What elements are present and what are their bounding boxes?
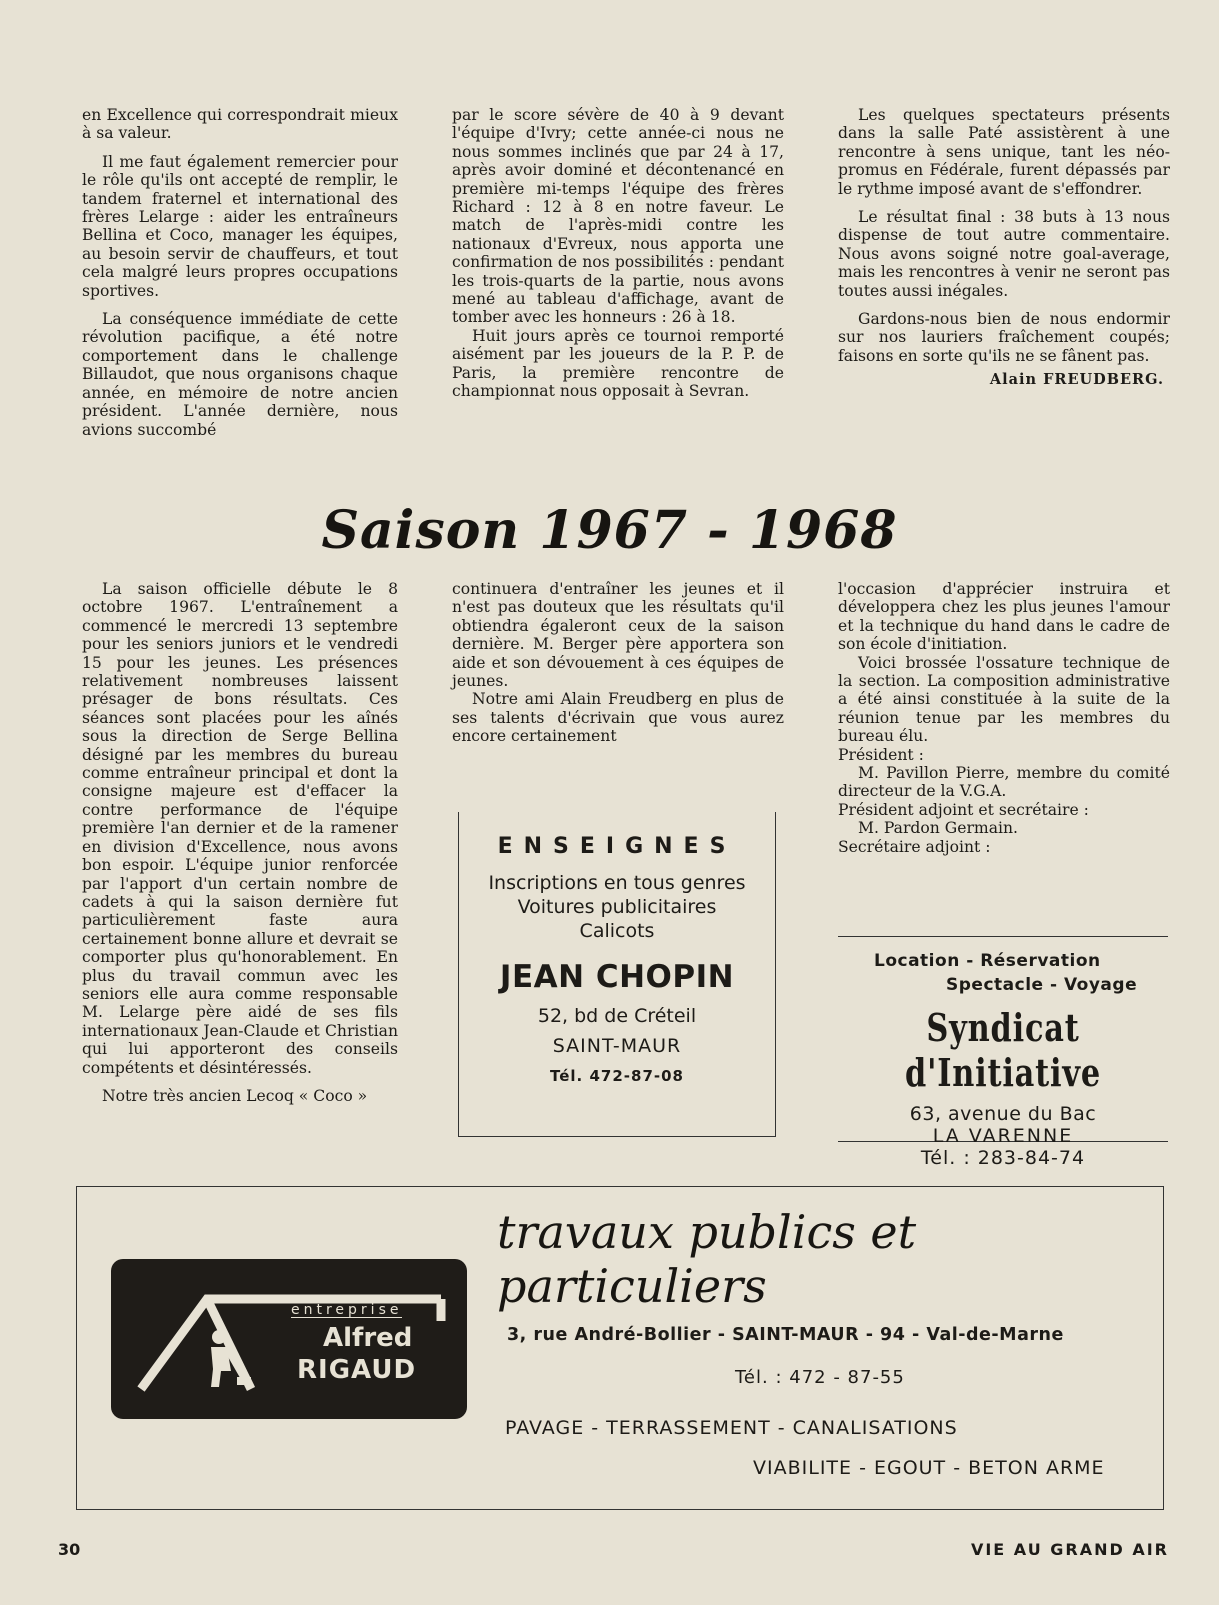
advert-phone: Tél. : 283-84-74 <box>920 1147 1086 1169</box>
advert-address: 3, rue André-Bollier - SAINT-MAUR - 94 - Val-de-Marne <box>507 1325 1064 1345</box>
top-column-1 <box>82 106 398 439</box>
paragraph: Huit jours après ce tournoi remporté aisément par les joueurs de la P. P. de Paris, la première rencontre de championnat nous opposait à Sevran. <box>452 326 784 401</box>
advert-address: 63, avenue du Bac <box>909 1103 1097 1125</box>
paragraph: La saison officielle débute le 8 octobre 1967. L'entraînement a commencé le mercredi 13 septembre pour les seniors juniors et le vendredi 15 pour les jeunes. Les présences relativement nombreuses laissent présager de bons résultats. Ces séances sont placées pour les aînés sous la direction de Serge Bellina désigné par les membres du bureau comme entraîneur principal et dont la consigne majeure est d'effacer la contre performance de l'équipe première l'an dernier et de la ramener en division d'Excellence, nous avons bon espoir. L'équipe junior renforcée par l'apport d'un certain nombre de cadets à qui la saison dernière fut particulièrement faste aura certainement bonne allure et devrait se comporter plus qu'honorablement. En plus du travail commun avec les seniors elle aura comme responsable M. Lelarge père aidé de ses fils internationaux Jean-Claude et Christian qui lui apporteront des conseils compétents et désintéressés. <box>82 580 398 1077</box>
paragraph: l'occasion d'apprécier instruira et développera chez les plus jeunes l'amour et la technique du hand dans le cadre de son école d'initiation. <box>838 580 1170 654</box>
advert-line: Inscriptions en tous genres <box>488 872 746 894</box>
paragraph: Notre très ancien Lecoq « Coco » <box>102 1086 368 1105</box>
paragraph: Voici brossée l'ossature technique de la section. La composition administrative a été ainsi constituée à la suite de la réunion tenue par les membres du bureau élu. <box>838 653 1170 746</box>
logo-name-last: RIGAUD <box>297 1355 417 1385</box>
advert-address: 52, bd de Créteil <box>537 1005 697 1027</box>
advert-line: Location - Réservation <box>874 951 1101 971</box>
advert-heading: ENSEIGNES <box>497 834 737 859</box>
bottom-column-2 <box>452 580 784 746</box>
page-number: 30 <box>58 1540 81 1559</box>
company-logo <box>111 1259 467 1419</box>
top-column-2 <box>452 106 784 401</box>
advert-phone: Tél. : 472 - 87-55 <box>735 1367 905 1388</box>
author-signature: Alain FREUDBERG. <box>989 371 1164 389</box>
advert-line: Spectacle - Voyage <box>946 975 1138 995</box>
advert-services: PAVAGE - TERRASSEMENT - CANALISATIONS <box>505 1417 958 1439</box>
bottom-column-1 <box>82 580 398 1105</box>
paragraph: en Excellence qui correspondrait mieux à sa valeur. <box>82 106 398 143</box>
advert-slogan: travaux publics et particuliers <box>497 1205 917 1313</box>
logo-name-first: Alfred <box>323 1323 413 1353</box>
paragraph: Gardons-nous bien de nous endormir sur nos lauriers fraîchement coupés; faisons en sorte qu'ils ne se fânent pas. <box>838 310 1170 365</box>
logo-subtitle: entreprise <box>291 1302 403 1318</box>
paragraph: Il me faut également remercier pour le rôle qu'ils ont accepté de remplir, le tandem fraternel et international des frères Lelarge : aider les entraîneurs Bellina et Coco, manager les équipes, au besoin servir de chauffeurs, et tout cela malgré leurs propres occupations sportives. <box>82 152 398 300</box>
paragraph: Le résultat final : 38 buts à 13 nous dispense de tout autre commentaire. Nous avons soigné notre goal-average, mais les rencontres à venir ne seront pas toutes aussi inégales. <box>838 208 1170 300</box>
magazine-name: VIE AU GRAND AIR <box>970 1540 1169 1559</box>
advert-enseignes <box>458 812 776 1137</box>
worker-logo-icon <box>111 1259 467 1419</box>
advert-name: Syndicat d'Initiative <box>905 1005 1101 1095</box>
advert-syndicat <box>838 936 1168 1169</box>
advert-line: Voitures publicitaires <box>517 896 717 918</box>
paragraph: M. Pavillon Pierre, membre du comité directeur de la V.G.A. <box>838 764 1170 801</box>
advert-rigaud <box>76 1186 1164 1510</box>
section-title: Saison 1967 - 1968 <box>321 500 898 561</box>
paragraph: continuera d'entraîner les jeunes et il n'est pas douteux que les résultats qu'il obtiendra égaleront ceux de la saison dernière. M. Berger père apportera son aide et son dévouement à ces équipes de jeunes. <box>452 580 784 691</box>
advert-name: JEAN CHOPIN <box>499 959 735 995</box>
advert-city: SAINT-MAUR <box>552 1035 682 1057</box>
paragraph: Président adjoint et secrétaire : <box>838 800 1089 819</box>
paragraph: Les quelques spectateurs présents dans la salle Paté assistèrent à une rencontre à sens unique, tant les néo-promus en Fédérale, furent dépassés par le rythme imposé avant de s'effondrer. <box>838 106 1170 198</box>
paragraph: Secrétaire adjoint : <box>838 837 991 856</box>
paragraph: Notre ami Alain Freudberg en plus de ses talents d'écrivain que vous aurez encore certainement <box>452 690 784 746</box>
advert-services: VIABILITE - EGOUT - BETON ARME <box>753 1457 1105 1479</box>
paragraph: Président : <box>838 745 924 764</box>
bottom-column-3 <box>838 580 1170 856</box>
advert-city: LA VARENNE <box>932 1125 1074 1147</box>
paragraph: par le score sévère de 40 à 9 devant l'équipe d'Ivry; cette année-ci nous ne nous sommes inclinés que par 24 à 17, après avoir dominé et décontenancé en première mi-temps l'équipe des frères Richard : 12 à 8 en notre faveur. Le match de l'après-midi contre les nationaux d'Evreux, nous apporta une confirmation de nos possibilités : pendant les trois-quarts de la partie, nous avons mené au tableau d'affichage, avant de tomber avec les honneurs : 26 à 18. <box>452 106 784 327</box>
advert-phone: Tél. 472-87-08 <box>550 1067 684 1085</box>
paragraph: La conséquence immédiate de cette révolution pacifique, a été notre comportement dans le challenge Billaudot, que nous organisons chaque année, en mémoire de notre ancien président. L'année dernière, nous avions succombé <box>82 310 398 439</box>
advert-line: Calicots <box>579 920 655 942</box>
paragraph: M. Pardon Germain. <box>858 819 1019 838</box>
top-column-3 <box>838 106 1170 390</box>
